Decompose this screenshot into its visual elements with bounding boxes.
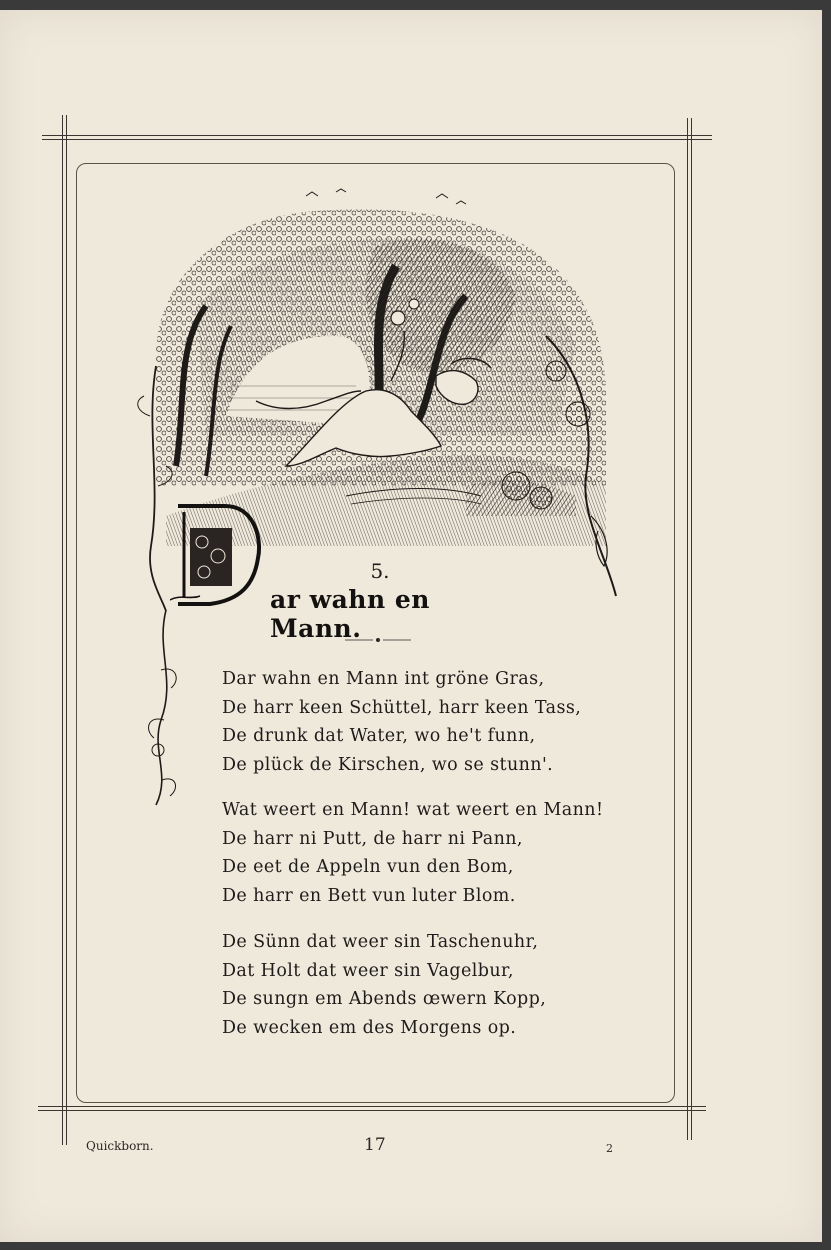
poem-line: De eet de Appeln vun den Bom, [222,857,514,877]
poem-line: Wat weert en Mann! wat weert en Mann! [222,800,604,820]
right-rule-inner [691,118,692,1140]
poem-line: De harr en Bett vun luter Blom. [222,885,516,906]
poem-line: De sungn em Abends œwern Kopp, [222,989,547,1009]
poem-line: De Sünn dat weer sin Taschenuhr, [222,932,539,952]
poem-line: De drunk dat Water, wo he't funn, [222,726,536,746]
poem-line: De plück de Kirschen, wo se stunn'. [222,754,554,775]
drop-capital [170,500,265,610]
book-page [0,10,822,1242]
stanza-1 [222,665,642,779]
bottom-rule [38,1106,706,1107]
poem-title: ar wahn en Mann. [270,585,430,643]
poem-line: Dat Holt dat weer sin Vagelbur, [222,960,514,981]
poem-line: Dar wahn en Mann int gröne Gras, [222,669,545,689]
poem-line: De wecken em des Morgens op. [222,1017,517,1038]
bottom-rule-inner [38,1110,706,1111]
page-number: 17 [364,1135,386,1155]
poem-line: De harr ni Putt, de harr ni Pann, [222,828,523,849]
sheet-number: 2 [606,1142,613,1155]
vine-ornament [136,610,196,810]
left-rule [62,115,63,1145]
top-rule-inner [42,139,712,140]
poem-number: 5. [370,559,390,583]
top-rule [42,135,712,136]
left-rule-inner [66,115,67,1145]
right-rule [687,118,688,1140]
stanza-3 [222,928,642,1042]
title-ornament [345,634,411,646]
stanza-2 [222,796,642,910]
footer-signature: Quickborn. [86,1139,154,1153]
poem-line: De harr keen Schüttel, harr keen Tass, [222,697,582,718]
